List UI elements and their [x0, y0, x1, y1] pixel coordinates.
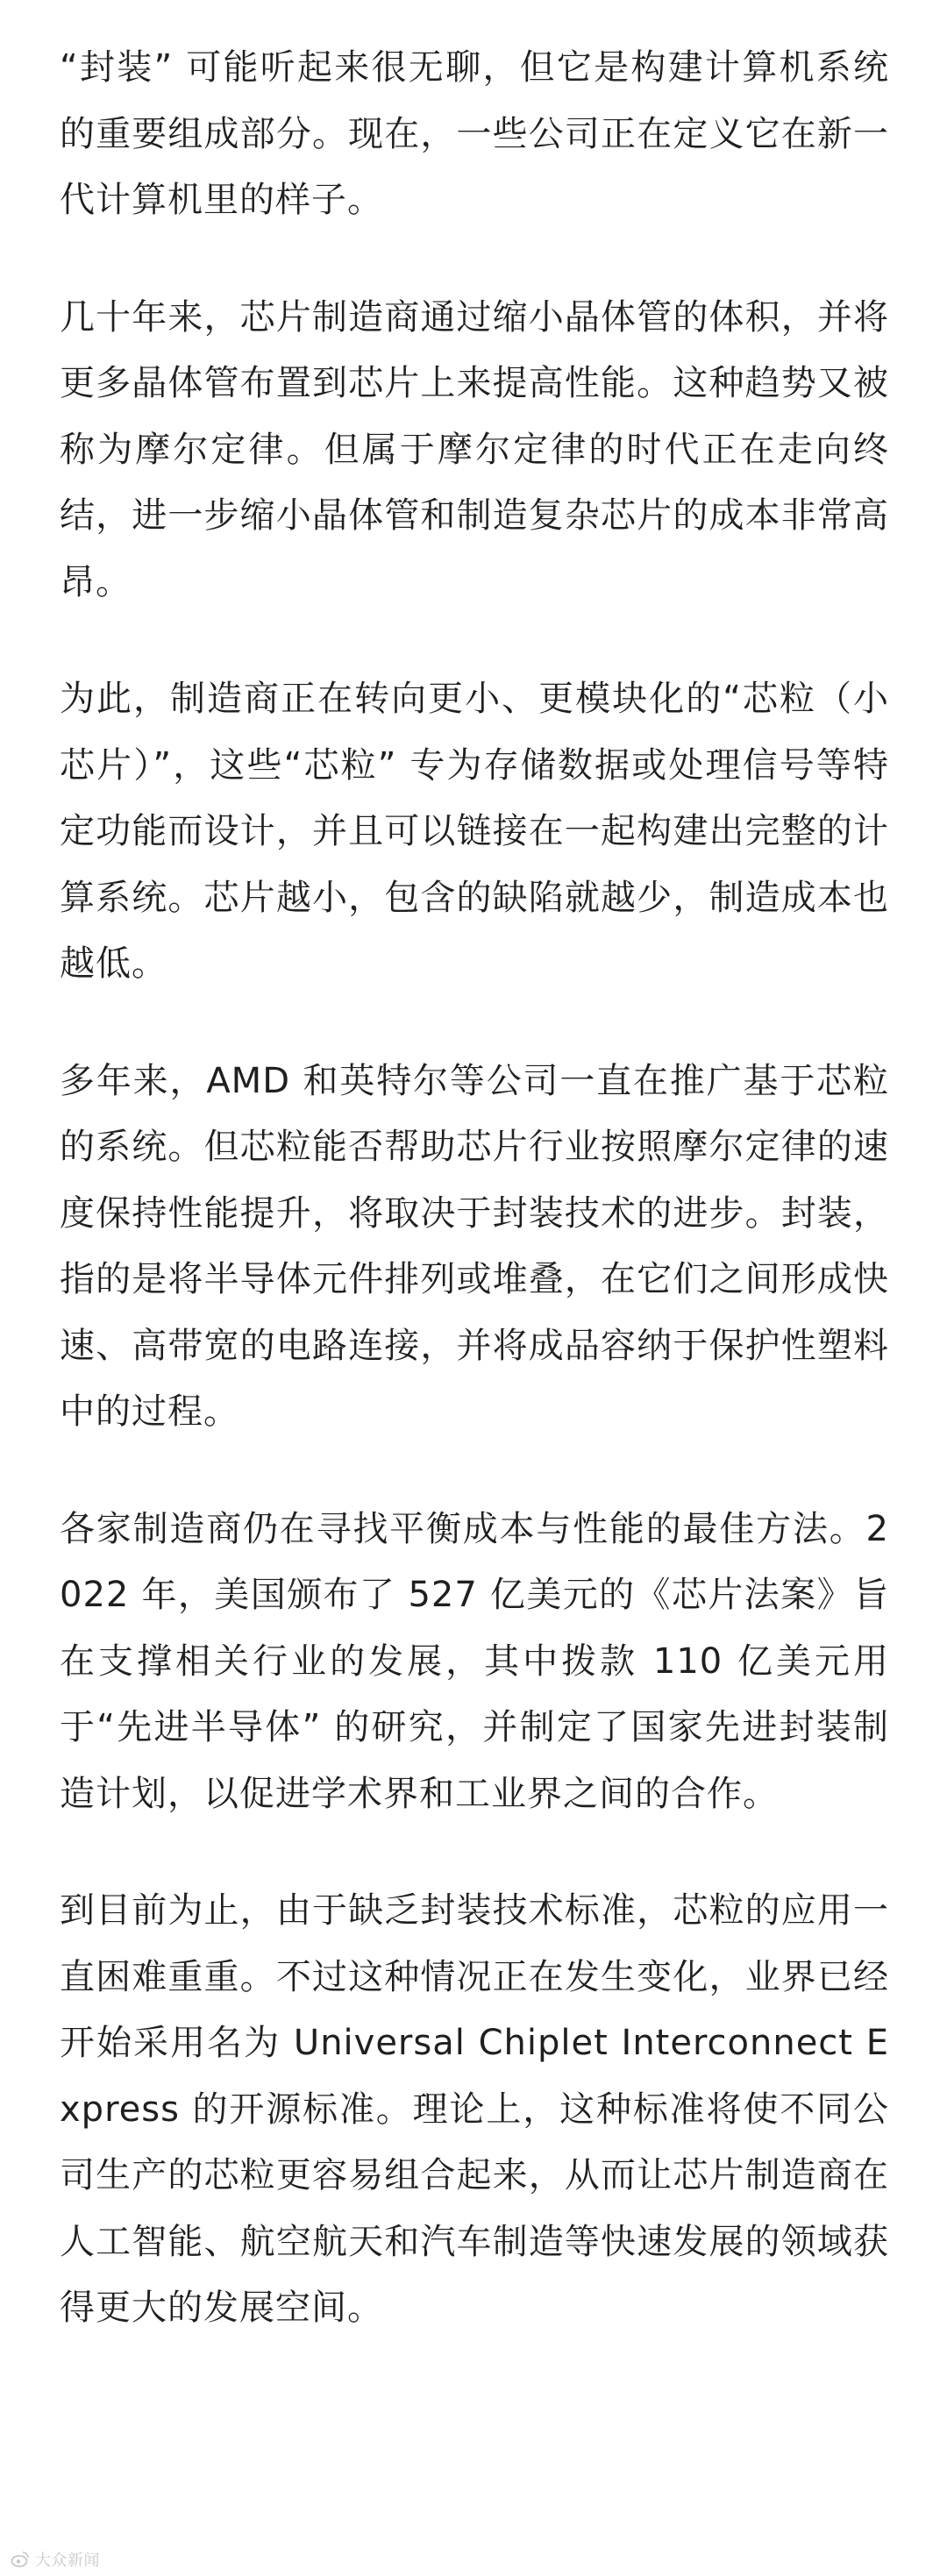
article-body: [60, 35, 889, 2342]
source-watermark: [11, 2548, 100, 2571]
article-paragraph-1: “封装” 可能听起来很无聊，但它是构建计算机系统的重要组成部分。现在，一些公司正在定义它在新一代计算机里的样子。: [60, 47, 889, 220]
watermark-text: 大众新闻: [35, 2551, 100, 2570]
article-paragraph-5: 各家制造商仍在寻找平衡成本与性能的最佳方法。2022 年，美国颁布了 527 亿美元的《芯片法案》旨在支撑相关行业的发展，其中拨款 110 亿美元用于“先进半导体” 的研究，并制定了国家先进封装制造计划，以促进学术界和工业界之间的合作。: [60, 1508, 889, 1814]
weibo-icon: [11, 2550, 30, 2569]
article-paragraph-3: 为此，制造商正在转向更小、更模块化的“芯粒（小芯片）”，这些“芯粒” 专为存储数据或处理信号等特定功能而设计，并且可以链接在一起构建出完整的计算系统。芯片越小，包含的缺陷就越少，制造成本也越低。: [60, 679, 889, 984]
article-paragraph-6: 到目前为止，由于缺乏封装技术标准，芯粒的应用一直困难重重。不过这种情况正在发生变化，业界已经开始采用名为 Universal Chiplet Interconnect Express 的开源标准。理论上，这种标准将使不同公司生产的芯粒更容易组合起来，从而让芯片制造商在人工智能、航空航天和汽车制造等快速发展的领域获得更大的发展空间。: [60, 1890, 889, 2328]
article-paragraph-2: 几十年来，芯片制造商通过缩小晶体管的体积，并将更多晶体管布置到芯片上来提高性能。这种趋势又被称为摩尔定律。但属于摩尔定律的时代正在走向终结，进一步缩小晶体管和制造复杂芯片的成本非常高昂。: [60, 296, 889, 602]
article-paragraph-4: 多年来，AMD 和英特尔等公司一直在推广基于芯粒的系统。但芯粒能否帮助芯片行业按照摩尔定律的速度保持性能提升，将取决于封装技术的进步。封装，指的是将半导体元件排列或堆叠，在它们之间形成快速、高带宽的电路连接，并将成品容纳于保护性塑料中的过程。: [60, 1060, 889, 1432]
